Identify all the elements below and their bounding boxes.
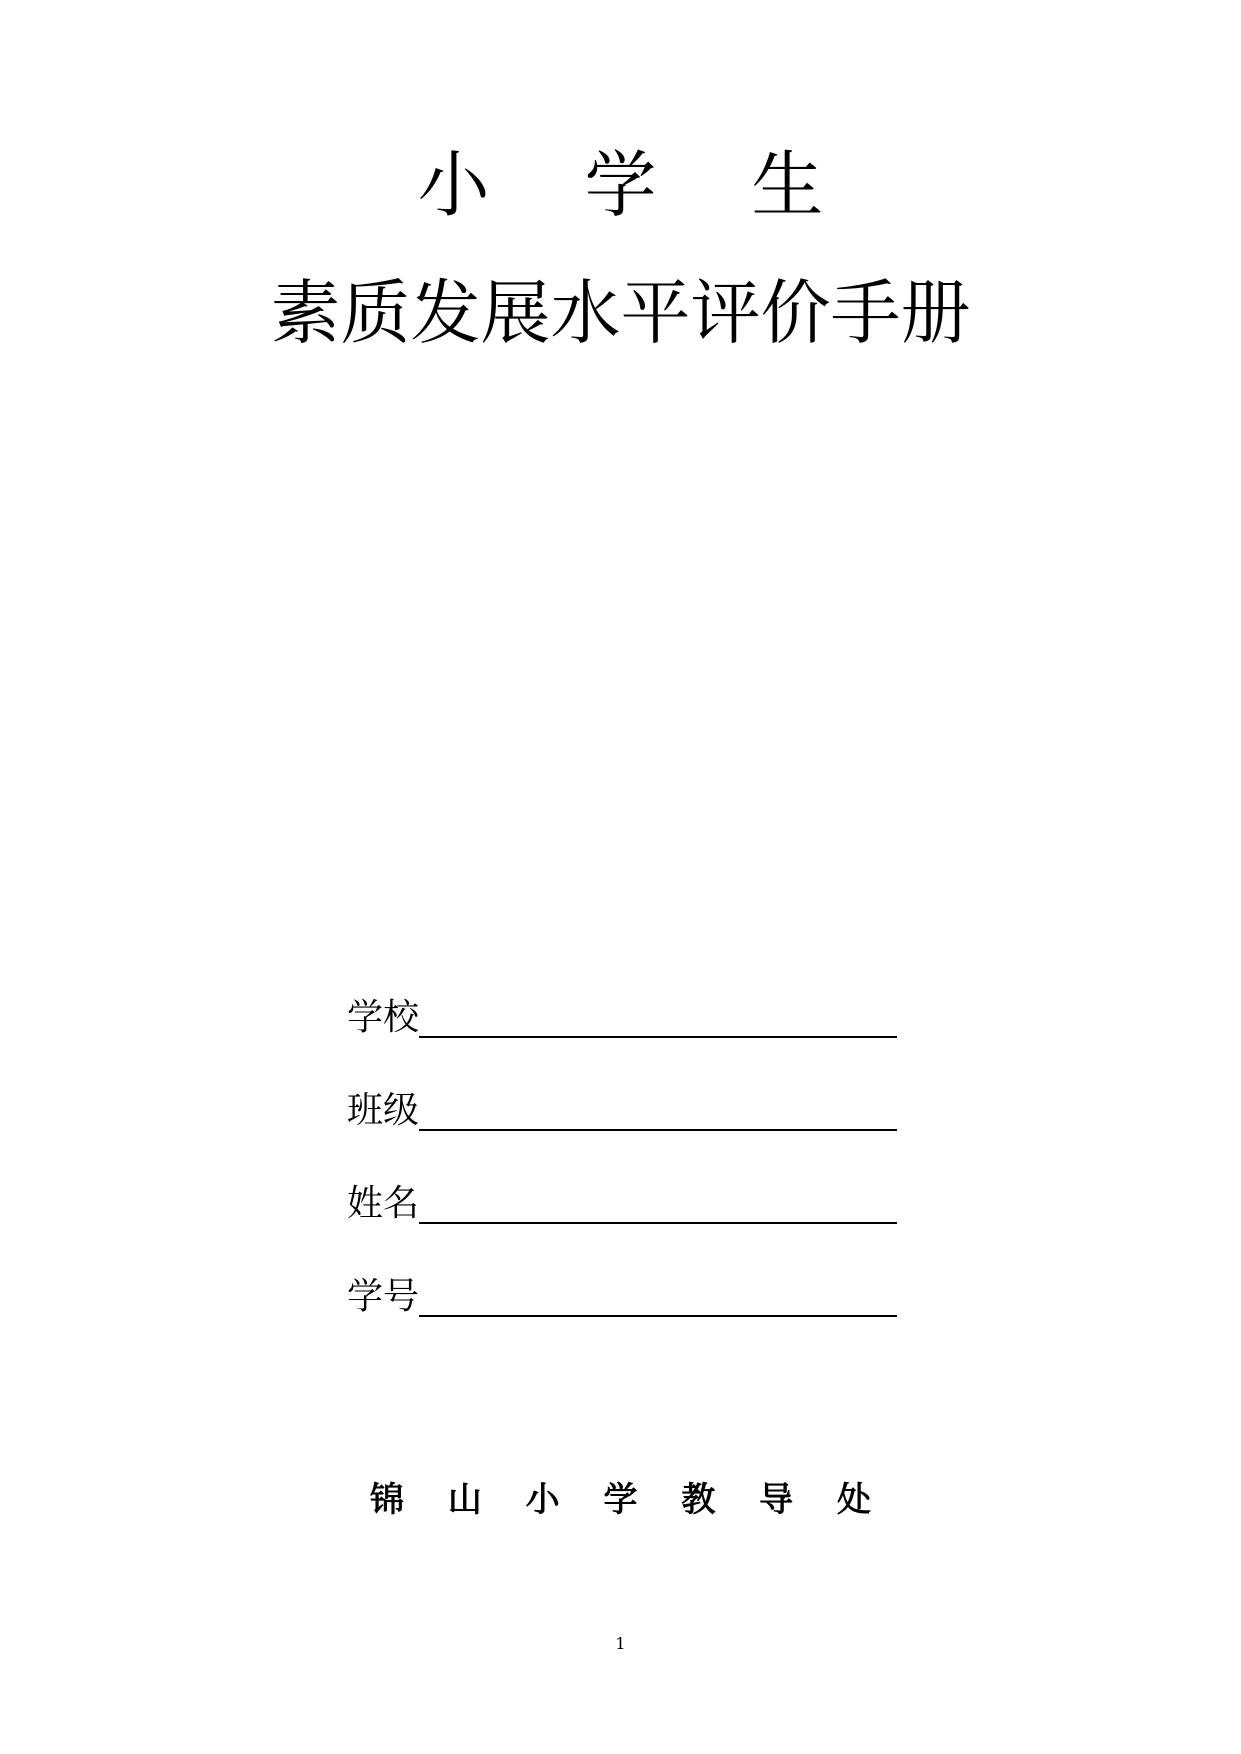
- class-field: [347, 1083, 897, 1133]
- student-number-field: [347, 1269, 897, 1319]
- class-label: 班级: [347, 1090, 420, 1131]
- page-number: 1: [615, 1634, 626, 1653]
- school-field: [347, 990, 897, 1040]
- title-line-2: 素质发展水平评价手册: [270, 272, 971, 354]
- school-blank-line: [419, 996, 897, 1038]
- name-field: [347, 1176, 897, 1226]
- class-blank-line: [419, 1089, 897, 1131]
- name-blank-line: [419, 1182, 897, 1224]
- school-label: 学校: [347, 997, 420, 1038]
- title-line-1: 小 学 生: [417, 143, 860, 227]
- student-number-blank-line: [419, 1275, 897, 1317]
- issuing-organization: 锦 山 小 学 教 导 处: [369, 1480, 888, 1520]
- student-number-label: 学号: [347, 1276, 420, 1317]
- name-label: 姓名: [347, 1183, 420, 1224]
